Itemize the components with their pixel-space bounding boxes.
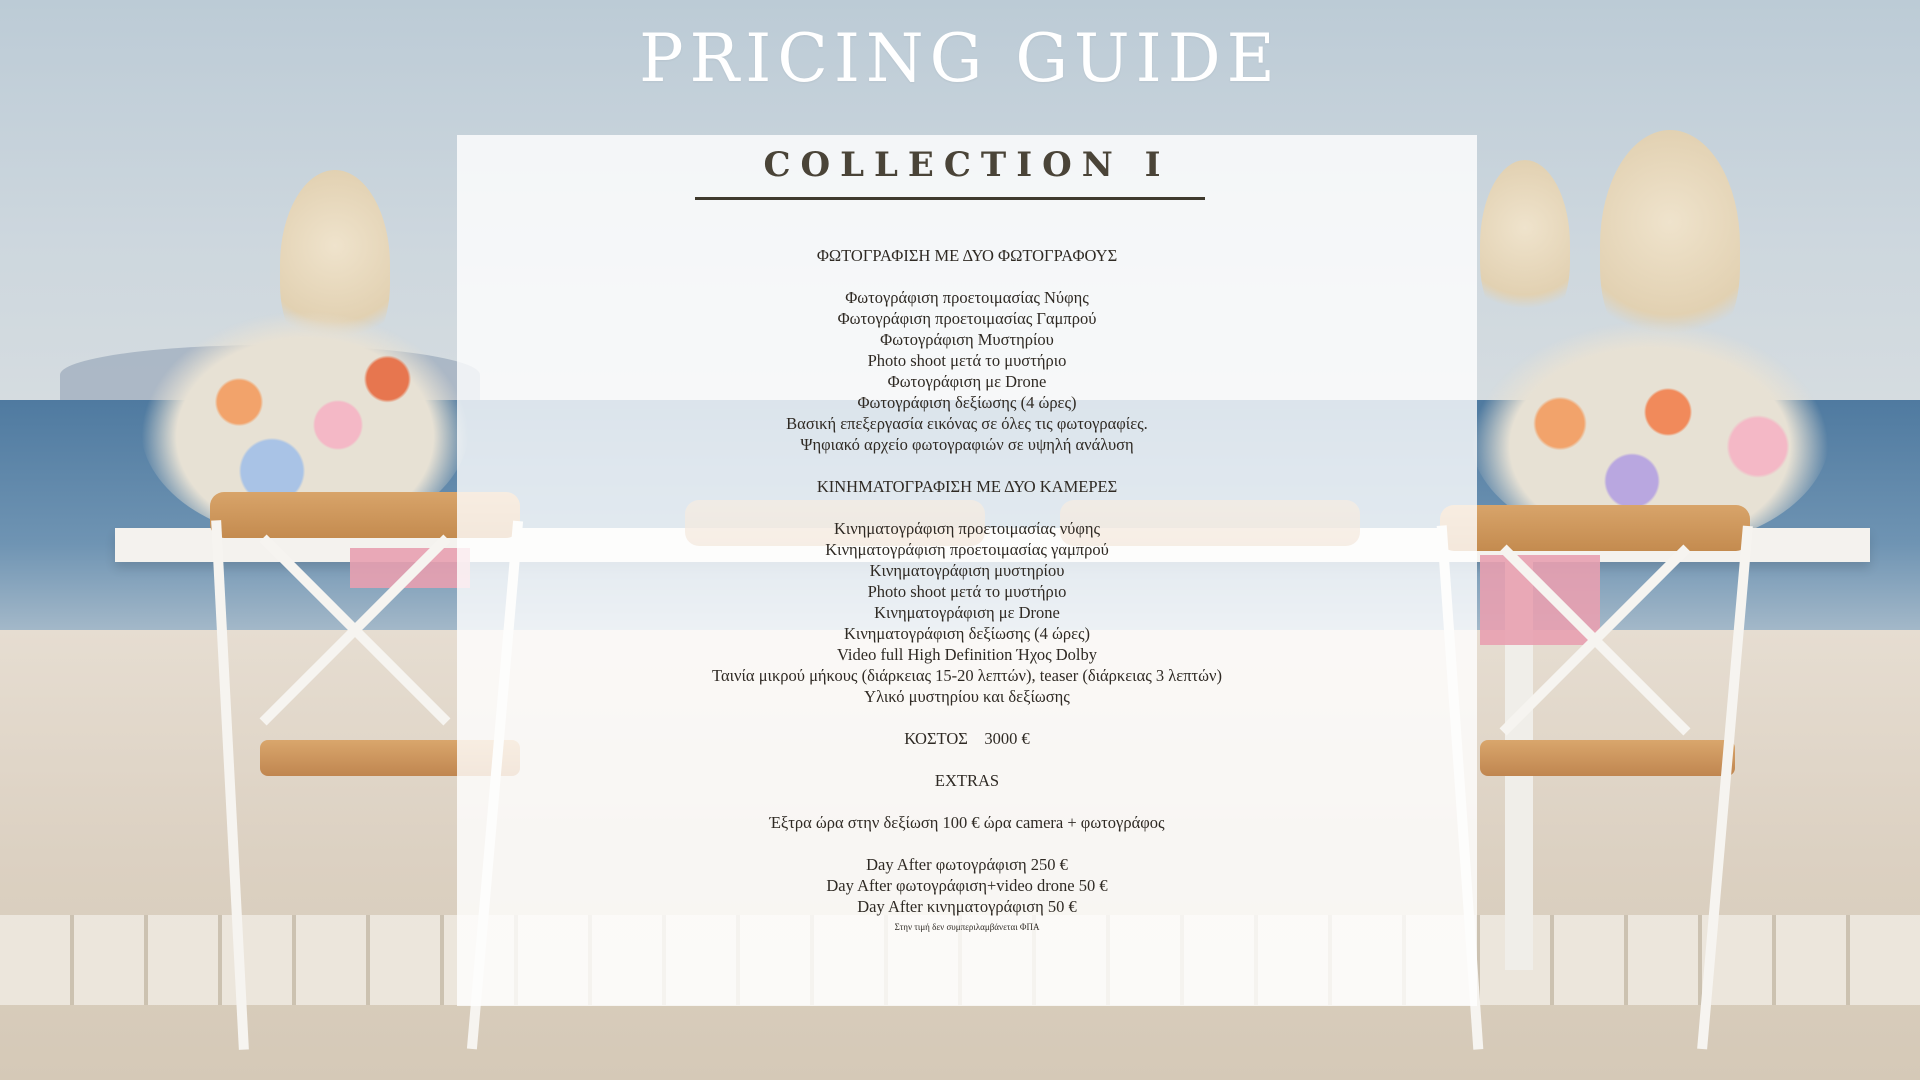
day-after-price: Day After κινηματογράφιση 50 € [857,897,1077,916]
spacer [457,266,1477,287]
heading-divider [695,197,1205,200]
list-item: Φωτογράφιση με Drone [887,372,1047,391]
pricing-content [457,245,1477,933]
list-item: Κινηματογράφιση προετοιμασίας νύφης [833,519,1101,538]
list-item: Φωτογράφιση προετοιμασίας Νύφης [845,288,1089,307]
spacer [457,707,1477,728]
list-item: Ψηφιακό αρχείο φωτογραφιών σε υψηλή ανάλυση [800,435,1134,454]
price-total: ΚΟΣΤΟΣ 3000 € [904,729,1030,748]
day-after-price: Day After φωτογράφιση 250 € [866,855,1068,874]
list-item: Κινηματογράφιση μυστηρίου [869,561,1065,580]
spacer [457,791,1477,812]
list-item: Φωτογράφιση προετοιμασίας Γαμπρού [837,309,1097,328]
page-title: PRICING GUIDE [639,20,1281,97]
list-item: Ταινία μικρού μήκους (διάρκειας 15-20 λεπτών), teaser (διάρκειας 3 λεπτών) [712,666,1222,685]
pampas-right-2 [1480,160,1570,330]
list-item: Κινηματογράφιση δεξίωσης (4 ώρες) [843,624,1091,643]
extra-hour-price: Έξτρα ώρα στην δεξίωση 100 € ώρα camera + φωτογράφος [769,813,1165,832]
pricing-panel [457,135,1477,1006]
list-item: Βασική επεξεργασία εικόνας σε όλες τις φωτογραφίες. [786,414,1148,433]
spacer [457,455,1477,476]
list-item: Photo shoot μετά το μυστήριο [867,351,1067,370]
list-item: Κινηματογράφιση προετοιμασίας γαμπρού [825,540,1109,559]
list-item: Video full High Definition Ήχος Dolby [836,645,1098,664]
list-item: Φωτογράφιση Μυστηρίου [880,330,1054,349]
collection-heading: COLLECTION I [763,145,1171,185]
spacer [457,833,1477,854]
chair-seat-right [1480,740,1735,776]
video-section-header: ΚΙΝΗΜΑΤΟΓΡΑΦΙΣΗ ΜΕ ΔΥΟ ΚΑΜΕΡΕΣ [816,477,1118,496]
list-item: Υλικό μυστηρίου και δεξίωσης [864,687,1070,706]
chair-back-right [1440,505,1750,551]
list-item: Φωτογράφιση δεξίωσης (4 ώρες) [857,393,1077,412]
list-item: Photo shoot μετά το μυστήριο [867,582,1067,601]
photo-section-header: ΦΩΤΟΓΡΑΦΙΣΗ ΜΕ ΔΥΟ ΦΩΤΟΓΡΑΦΟΥΣ [816,246,1118,265]
spacer [457,497,1477,518]
extras-header: EXTRAS [934,771,1000,790]
day-after-price: Day After φωτογράφιση+video drone 50 € [826,876,1108,895]
spacer [457,749,1477,770]
vat-note: Στην τιμή δεν συμπεριλαμβάνεται ΦΠΑ [894,922,1040,932]
list-item: Κινηματογράφιση με Drone [874,603,1060,622]
